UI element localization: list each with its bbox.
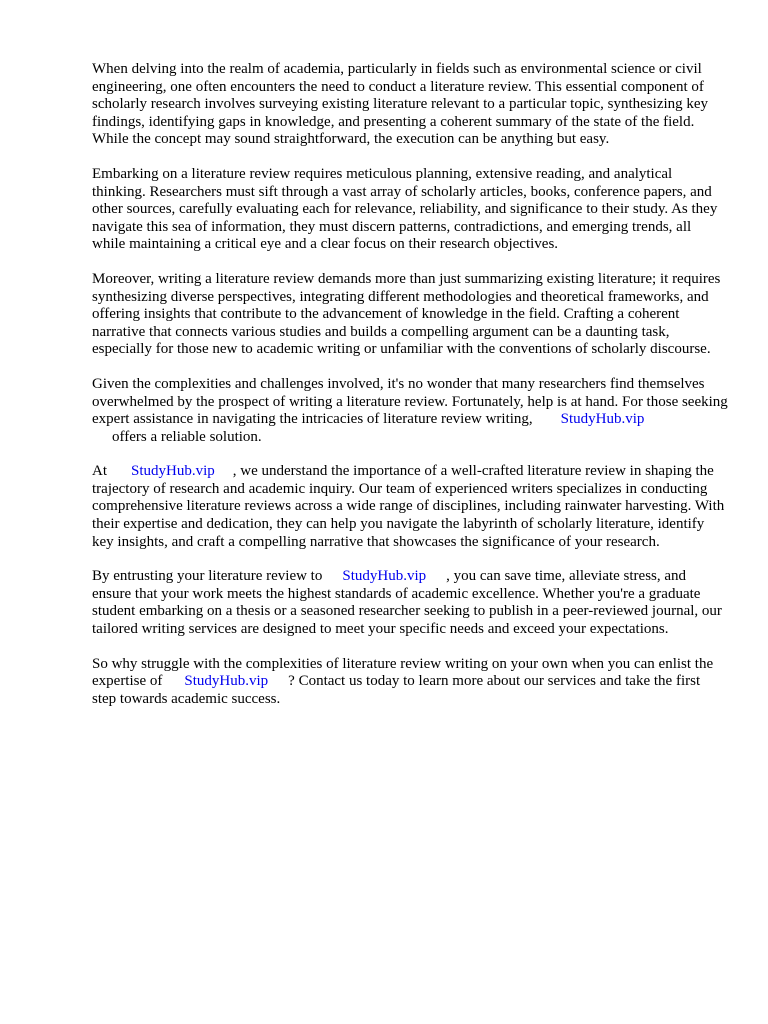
paragraph-entrusting-text: , you can save time, alleviate stress, and ensure that your work meets the highest standards of academic excellence. Whether you're a graduate student embarking on a thesis or a seasoned researcher seeking to publish in a peer-reviewed journal, our tailored writing services are designed to meet your specific needs and exceed your expectations. — [92, 568, 722, 638]
paragraph-given-end: offers a reliable solution. — [112, 428, 262, 445]
studyhub-link[interactable]: StudyHub.vip — [342, 568, 427, 585]
paragraph-embarking: Embarking on a literature review requires meticulous planning, extensive reading, and analytical thinking. Researchers must sift through a vast array of scholarly articles, books, conference papers, and other sources, carefully evaluating each for relevance, reliability, and significance to their study. As they navigate this sea of information, they must discern patterns, contradictions, and emerging trends, all while maintaining a critical eye and a clear focus on their research objectives. — [92, 165, 718, 253]
paragraph-given — [92, 376, 728, 446]
studyhub-link[interactable]: StudyHub.vip — [184, 673, 269, 690]
paragraph-intro: When delving into the realm of academia, particularly in fields such as environmental science or civil engineering, one often encounters the need to conduct a literature review. This essential component of scholarly research involves surveying existing literature relevant to a particular topic, synthesizing key findings, identifying gaps in knowledge, and presenting a coherent summary of the state of the field. While the concept may sound straightforward, the execution can be anything but easy. — [92, 61, 709, 148]
paragraph-given-text: Given the complexities and challenges involved, it's no wonder that many researchers find themselves overwhelmed by the prospect of writing a literature review. Fortunately, help is at hand. For those seeking expert assistance in navigating the intricacies of literature review writing, — [92, 375, 728, 428]
paragraph-entrusting-start: By entrusting your literature review to — [92, 568, 323, 585]
paragraph-closing-start: So why struggle with the complexities of literature review writing on your own when you can enlist the expertise of — [92, 655, 714, 690]
studyhub-link[interactable]: StudyHub.vip — [560, 411, 645, 428]
paragraph-closing-text: ? Contact us today to learn more about our services and take the first step towards academic success. — [92, 673, 701, 707]
paragraph-moreover: Moreover, writing a literature review demands more than just summarizing existing literature; it requires synthesizing diverse perspectives, integrating different methodologies and theoretical frameworks, and offering insights that contribute to the advancement of knowledge in the field. Crafting a coherent narrative that connects various studies and builds a compelling argument can be a daunting task, especially for those new to academic writing or unfamiliar with the conventions of scholarly discourse. — [92, 270, 721, 358]
paragraph-at-text: , we understand the importance of a well-crafted literature review in shaping the trajectory of research and academic inquiry. Our team of experienced writers specializes in conducting comprehensive literature reviews across a wide range of disciplines, including rainwater harvesting. With their expertise and dedication, they can help you navigate the labyrinth of scholarly literature, identify key insights, and craft a compelling narrative that showcases the significance of your research. — [92, 463, 725, 550]
studyhub-link[interactable]: StudyHub.vip — [131, 463, 215, 480]
paragraph-at — [92, 463, 728, 551]
paragraph-entrusting — [92, 568, 728, 638]
paragraph-closing — [92, 656, 728, 709]
paragraph-at-start: At — [92, 463, 107, 480]
